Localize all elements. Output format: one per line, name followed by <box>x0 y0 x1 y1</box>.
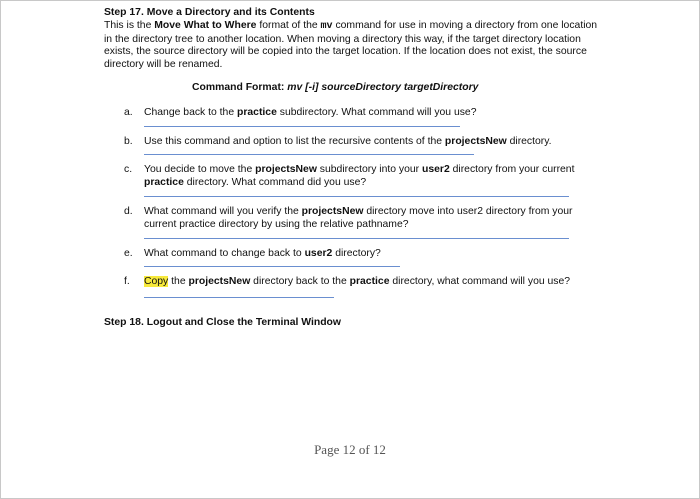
command-format <box>192 82 604 95</box>
question-text: directory back to the <box>250 276 350 288</box>
question-text: Use this command and option to list the recursive contents of the <box>144 135 445 147</box>
question-text: subdirectory into your <box>316 164 423 176</box>
question-text: What command to change back to <box>144 247 305 259</box>
question-marker: b. <box>124 135 133 147</box>
question-b <box>104 136 604 156</box>
question-marker: a. <box>124 106 133 118</box>
question-text: You decide to move the <box>144 164 256 176</box>
answer-line-b[interactable] <box>144 154 474 155</box>
question-marker: e. <box>124 247 133 259</box>
step17-title: Step 17. Move a Directory and its Contents <box>104 7 315 18</box>
question-list <box>104 107 604 303</box>
question-marker: d. <box>124 205 133 217</box>
answer-line-f[interactable] <box>144 289 334 298</box>
intro-command: mv <box>320 20 333 32</box>
question-bold: user2 <box>422 164 450 176</box>
question-c <box>104 164 604 197</box>
question-f <box>104 276 604 303</box>
question-text: subdirectory. What command will you use? <box>276 106 477 118</box>
question-bold: projectsNew <box>188 276 251 288</box>
step18-title: Step 18. Logout and Close the Terminal Window <box>104 316 341 328</box>
intro-text-3: command for use in moving a directory from one location in the directory tree to another location. When moving a directory this way, if the target directory location exists, the source directory will be copied into the target location. If the location does not exist, the source directory will be renamed. <box>104 19 598 71</box>
intro-text-2: format of the <box>256 19 321 31</box>
question-text: What command will you verify the <box>144 205 302 217</box>
question-text: directory. What command did you use? <box>183 177 367 189</box>
question-text: directory from your current <box>449 164 575 176</box>
question-bold: user2 <box>304 247 333 259</box>
step17-intro <box>104 20 604 72</box>
question-bold: practice <box>144 177 184 189</box>
answer-line-a[interactable] <box>144 126 460 127</box>
question-marker: c. <box>124 164 133 176</box>
highlighted-text: Copy <box>144 276 169 288</box>
question-bold: projectsNew <box>301 205 364 217</box>
question-a <box>104 107 604 127</box>
question-bold: projectsNew <box>444 135 507 147</box>
page-number: Page 12 of 12 <box>314 442 386 457</box>
intro-text-1: This is the <box>104 19 155 31</box>
question-text: Change back to the <box>144 106 238 118</box>
document-body <box>104 7 604 330</box>
question-text: directory? <box>332 247 381 259</box>
question-text: directory move into user2 directory from your current practice directory by using the relative pathname? <box>144 205 573 230</box>
answer-line-e[interactable] <box>144 266 400 267</box>
question-bold: projectsNew <box>255 164 317 176</box>
command-format-label: Command Format: <box>192 81 288 93</box>
question-d <box>104 206 604 239</box>
command-format-value: mv [-i] sourceDirectory targetDirectory <box>287 81 479 93</box>
question-e <box>104 248 604 268</box>
answer-line-c[interactable] <box>144 196 569 197</box>
question-text: the <box>168 276 189 288</box>
intro-bold: Move What to Where <box>154 19 257 31</box>
question-text: directory. <box>506 135 552 147</box>
question-bold: practice <box>237 106 277 118</box>
answer-line-d[interactable] <box>144 238 569 239</box>
question-text: directory, what command will you use? <box>389 276 571 288</box>
question-marker: f. <box>124 276 130 288</box>
question-bold: practice <box>349 276 390 288</box>
